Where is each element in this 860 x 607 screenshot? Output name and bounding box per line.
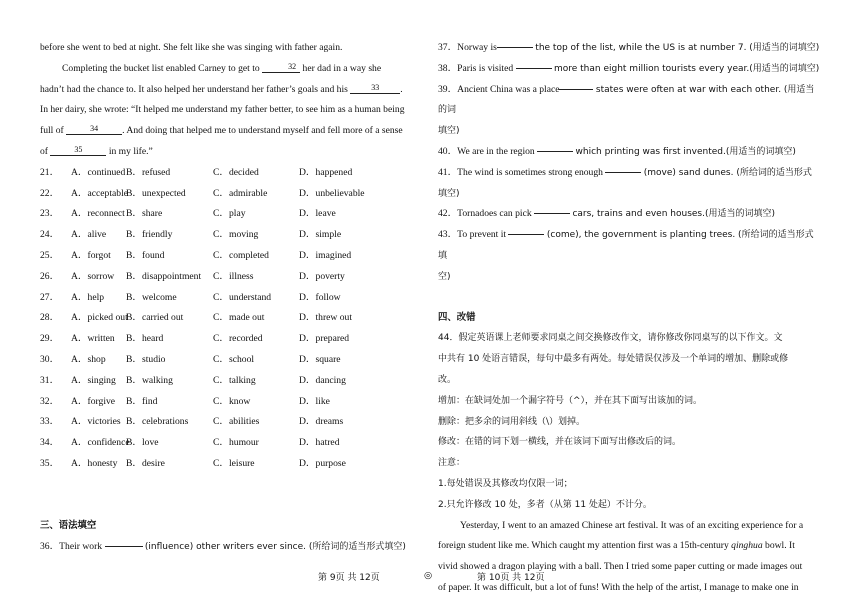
option-a: A．picked out: [71, 312, 128, 324]
option-number: 35．: [40, 457, 60, 469]
option-row: [40, 454, 424, 475]
essay-italic-word: qinghua: [731, 540, 763, 552]
question-text: 43．To prevent it: [438, 229, 507, 241]
option-a: A．forgive: [71, 395, 116, 407]
question-37: [438, 38, 822, 59]
option-b: B．share: [126, 208, 163, 220]
blank-32: 32: [262, 61, 300, 73]
option-number: 27．: [40, 291, 60, 303]
option-number: 24．: [40, 229, 60, 241]
option-b: B．heard: [126, 333, 164, 345]
option-row: [40, 412, 424, 433]
essay-line: Yesterday, I went to an amazed Chinese art festival. It was of an exciting experience for a: [460, 519, 804, 531]
question-39: [438, 80, 822, 122]
question-text: (move) sand dunes. (所给词的适当形式: [643, 167, 812, 178]
answer-blank: [508, 234, 544, 235]
option-c: C．abilities: [213, 416, 260, 428]
right-column: [438, 38, 822, 599]
question-text: 37．Norway is: [438, 42, 497, 53]
option-c: C．leisure: [213, 457, 255, 469]
option-number: 23．: [40, 208, 60, 220]
option-a: A．victories: [71, 416, 121, 428]
question-text: (come), the government is planting trees. (所给词的适当形式填: [438, 230, 814, 261]
section-title-correction: 四、改错: [438, 311, 476, 323]
option-a: A．continued: [71, 166, 126, 178]
option-d: D．purpose: [299, 457, 346, 469]
option-b: B．friendly: [126, 229, 173, 241]
question-43-cont: 空): [438, 271, 451, 282]
option-d: D．dancing: [299, 374, 346, 386]
option-number: 25．: [40, 249, 60, 261]
question-text: 39．Ancient China was a place: [438, 83, 560, 95]
option-b: B．love: [126, 437, 159, 449]
option-a: A．confidence: [71, 437, 130, 449]
option-number: 26．: [40, 270, 60, 282]
page-footer: [0, 567, 860, 587]
option-d: D．simple: [299, 229, 342, 241]
option-d: D．hatred: [299, 437, 340, 449]
rule-modify: 修改：在错的词下划一横线，并在该词下面写出修改后的词。: [438, 437, 682, 448]
question-42: [438, 204, 822, 225]
passage-text: . And doing that helped me to understand myself and fell more of a sense: [122, 125, 403, 137]
passage-line: [40, 142, 424, 163]
option-a: A．forgot: [71, 249, 111, 261]
passage-line: [40, 59, 424, 80]
page-number-right: 第 10页 共 12页: [477, 573, 545, 583]
option-row: [40, 225, 424, 246]
option-c: C．decided: [213, 166, 259, 178]
option-row: [40, 204, 424, 225]
section-title-grammar: 三、语法填空: [40, 519, 97, 531]
option-row: [40, 246, 424, 267]
question-text: 40．We are in the region: [438, 145, 535, 157]
option-b: B．welcome: [126, 291, 177, 303]
option-c: C．recorded: [213, 333, 263, 345]
option-a: A．reconnect: [71, 208, 125, 220]
question-text: states were often at war with each other. (用适当的词: [438, 84, 815, 116]
options-list: [40, 163, 424, 475]
option-b: B．refused: [126, 166, 171, 178]
option-c: C．made out: [213, 312, 265, 324]
essay-text: foreign student like me. Which caught my attention first was a 15th-century: [438, 540, 729, 552]
option-number: 31．: [40, 374, 60, 386]
question-text: (influence) other writers ever since. (所给词的适当形式填空): [144, 541, 406, 552]
blank-34: 34: [66, 123, 122, 135]
binding-symbol: ◎: [424, 571, 433, 581]
option-b: B．disappointment: [126, 270, 202, 282]
option-row: [40, 308, 424, 329]
question-40: [438, 142, 822, 163]
option-number: 34．: [40, 437, 60, 449]
essay-line: of paper. It was difficult, but a lot of funs! With the help of the artist, I manage to make one in: [438, 581, 799, 593]
answer-blank: [559, 89, 593, 90]
option-b: B．find: [126, 395, 158, 407]
passage-text: Completing the bucket list enabled Carney to get to: [62, 62, 260, 74]
option-d: D．dreams: [299, 416, 344, 428]
option-b: B．found: [126, 249, 165, 261]
question-41-cont: 填空): [438, 188, 460, 199]
option-c: C．humour: [213, 437, 259, 449]
question-41: [438, 163, 822, 184]
note-2: 2.只允许修改 10 处，多者（从第 11 处起）不计分。: [438, 499, 652, 510]
passage-line: [40, 121, 424, 142]
blank-33: 33: [350, 82, 400, 94]
option-row: [40, 371, 424, 392]
option-a: A．help: [71, 291, 105, 303]
option-number: 28．: [40, 312, 60, 324]
option-b: B．desire: [126, 457, 165, 469]
answer-blank: [537, 151, 573, 152]
option-b: B．carried out: [126, 312, 184, 324]
question-44-line: 改。: [438, 374, 457, 385]
passage-text: .: [400, 83, 403, 95]
option-number: 29．: [40, 333, 60, 345]
passage-line: before she went to bed at night. She felt like she was singing with father again.: [40, 42, 343, 53]
option-c: C．school: [213, 353, 255, 365]
essay-text: bowl. It: [765, 540, 795, 552]
option-row: [40, 288, 424, 309]
answer-blank: [605, 172, 641, 173]
option-a: A．acceptable: [71, 187, 128, 199]
passage-text: full of: [40, 125, 64, 137]
question-text: cars, trains and even houses.(用适当的词填空): [572, 209, 775, 220]
question-39-cont: 填空): [438, 126, 460, 137]
option-c: C．illness: [213, 270, 254, 282]
answer-blank: [516, 68, 552, 69]
option-a: A．written: [71, 333, 115, 345]
passage-line: [40, 80, 424, 101]
option-b: B．walking: [126, 374, 173, 386]
answer-blank: [497, 47, 533, 48]
answer-blank: [534, 213, 570, 214]
essay-line: [438, 536, 822, 557]
rule-add: 增加：在缺词处加一个漏字符号（^），并在其下面写出该加的词。: [438, 395, 703, 406]
option-d: D．leave: [299, 208, 336, 220]
option-a: A．sorrow: [71, 270, 115, 282]
rule-delete: 删除：把多余的词用斜线（\）划掉。: [438, 416, 586, 427]
passage-text: hadn’t had the chance to. It also helped her understand her father’s goals and his: [40, 83, 348, 95]
option-row: [40, 329, 424, 350]
option-c: C．admirable: [213, 187, 268, 199]
option-d: D．square: [299, 353, 341, 365]
answer-blank: [105, 546, 143, 547]
option-d: D．unbelievable: [299, 187, 365, 199]
option-number: 32．: [40, 395, 60, 407]
option-number: 21．: [40, 166, 60, 178]
option-b: B．studio: [126, 353, 166, 365]
option-d: D．imagined: [299, 249, 352, 261]
option-a: A．singing: [71, 374, 116, 386]
question-text: 38．Paris is visited: [438, 62, 514, 74]
question-38: [438, 59, 822, 80]
question-text: 41．The wind is sometimes strong enough: [438, 166, 603, 178]
option-d: D．threw out: [299, 312, 353, 324]
question-text: 42．Tornadoes can pick: [438, 208, 532, 220]
option-d: D．poverty: [299, 270, 345, 282]
option-c: C．moving: [213, 229, 259, 241]
question-text: the top of the list, while the US is at number 7. (用适当的词填空): [535, 43, 820, 53]
passage-line: In her dairy, she wrote: “It helped me understand my father better, to see him as a human being: [40, 104, 405, 116]
option-row: [40, 163, 424, 184]
passage-text: her dad in a way she: [302, 62, 382, 74]
note-1: 1.每处错误及其修改均仅限一词；: [438, 478, 573, 489]
passage-text: of: [40, 145, 48, 157]
question-text: which printing was first invented.(用适当的词填空): [575, 146, 796, 157]
page-number-left: 第 9页 共 12页: [318, 573, 380, 583]
option-d: D．happened: [299, 166, 353, 178]
option-c: C．talking: [213, 374, 256, 386]
option-row: [40, 350, 424, 371]
left-column: [40, 38, 424, 557]
option-c: C．know: [213, 395, 251, 407]
option-row: [40, 184, 424, 205]
question-text: 36．Their work: [40, 540, 103, 552]
option-d: D．prepared: [299, 333, 350, 345]
option-c: C．completed: [213, 249, 269, 261]
option-c: C．play: [213, 208, 246, 220]
option-row: [40, 433, 424, 454]
essay-line: vivid showed a dragon playing with a ball. Then I tried some paper cutting or made images out: [438, 561, 803, 573]
option-row: [40, 267, 424, 288]
question-44-line: 中共有 10 处语言错误，每句中最多有两处。每处错误仅涉及一个单词的增加、删除或修: [438, 354, 789, 365]
option-number: 22．: [40, 187, 60, 199]
option-row: [40, 392, 424, 413]
option-d: D．like: [299, 395, 330, 407]
question-43: [438, 225, 822, 267]
option-b: B．unexpected: [126, 187, 186, 199]
question-36: [40, 537, 424, 558]
option-number: 33．: [40, 416, 60, 428]
blank-35: 35: [50, 144, 106, 156]
option-c: C．understand: [213, 291, 272, 303]
question-text: more than eight million tourists every year.(用适当的词填空): [553, 63, 820, 74]
note-title: 注意：: [438, 458, 466, 469]
option-a: A．honesty: [71, 457, 118, 469]
passage-text: in my life.”: [108, 145, 153, 157]
option-a: A．alive: [71, 229, 107, 241]
option-a: A．shop: [71, 353, 106, 365]
option-number: 30．: [40, 353, 60, 365]
option-d: D．follow: [299, 291, 341, 303]
question-44-line: 44．假定英语课上老师要求同桌之间交换修改作文，请你修改你同桌写的以下作文。文: [438, 333, 783, 344]
option-b: B．celebrations: [126, 416, 189, 428]
